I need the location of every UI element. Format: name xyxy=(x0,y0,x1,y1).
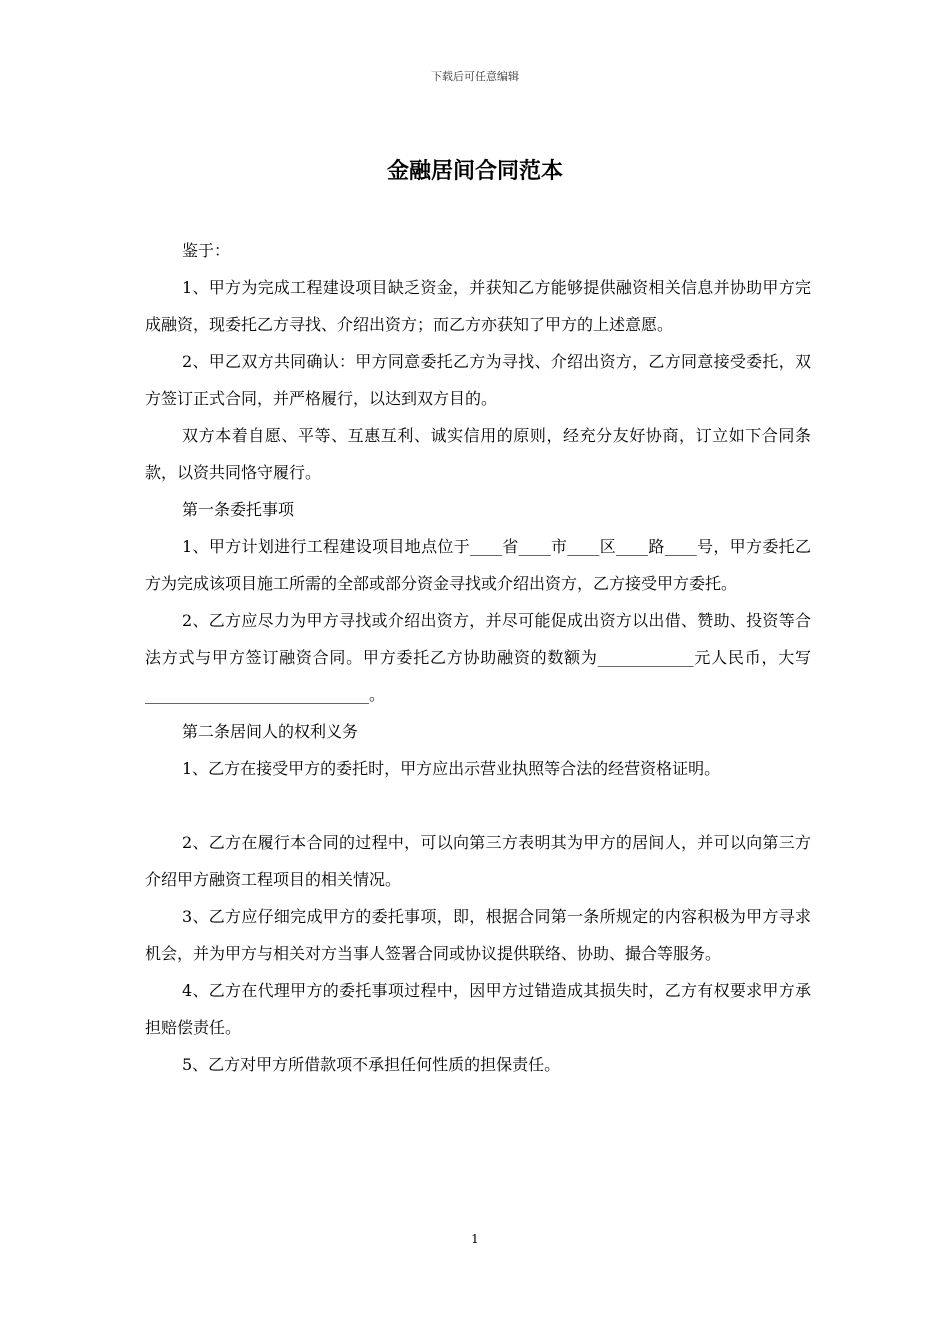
preamble-agreement: 双方本着自愿、平等、互惠互利、诚实信用的原则，经充分友好协商，订立如下合同条款，以资共同恪守履行。 xyxy=(145,426,811,482)
preamble-clause-2: 2、甲乙双方共同确认：甲方同意委托乙方为寻找、介绍出资方，乙方同意接受委托，双方签订正式合同，并严格履行，以达到双方目的。 xyxy=(145,352,811,408)
article-2-heading: 第二条居间人的权利义务 xyxy=(182,722,359,741)
article-2-clause-4: 4、乙方在代理甲方的委托事项过程中，因甲方过错造成其损失时，乙方有权要求甲方承担赔偿责任。 xyxy=(145,981,811,1037)
article-2-clause-5: 5、乙方对甲方所借款项不承担任何性质的担保责任。 xyxy=(182,1055,561,1074)
article-2-clause-2: 2、乙方在履行本合同的过程中，可以向第三方表明其为甲方的居间人，并可以向第三方介绍甲方融资工程项目的相关情况。 xyxy=(145,833,811,889)
preamble-heading: 鉴于： xyxy=(182,241,231,260)
page-number: 1 xyxy=(471,1232,479,1246)
header-note: 下载后可任意编辑 xyxy=(431,70,519,83)
article-1-clause-2: 2、乙方应尽力为甲方寻找或介绍出资方，并尽可能促成出资方以出借、赞助、投资等合法方式与甲方签订融资合同。甲方委托乙方协助融资的数额为____________元人民币，大写____________________________。 xyxy=(145,611,811,704)
document-title: 金融居间合同范本 xyxy=(386,158,563,184)
article-2-clause-3: 3、乙方应仔细完成甲方的委托事项，即，根据合同第一条所规定的内容积极为甲方寻求机会，并为甲方与相关对方当事人签署合同或协议提供联络、协助、撮合等服务。 xyxy=(145,907,811,963)
document-body xyxy=(145,232,811,1083)
article-2-clause-1: 1、乙方在接受甲方的委托时，甲方应出示营业执照等合法的经营资格证明。 xyxy=(182,759,721,778)
blank-line xyxy=(145,787,811,824)
article-1-clause-1: 1、甲方计划进行工程建设项目地点位于____省____市____区____路____号，甲方委托乙方为完成该项目施工所需的全部或部分资金寻找或介绍出资方，乙方接受甲方委托。 xyxy=(145,537,811,593)
preamble-clause-1: 1、甲方为完成工程建设项目缺乏资金，并获知乙方能够提供融资相关信息并协助甲方完成融资，现委托乙方寻找、介绍出资方；而乙方亦获知了甲方的上述意愿。 xyxy=(145,278,811,334)
article-1-heading: 第一条委托事项 xyxy=(182,500,295,519)
